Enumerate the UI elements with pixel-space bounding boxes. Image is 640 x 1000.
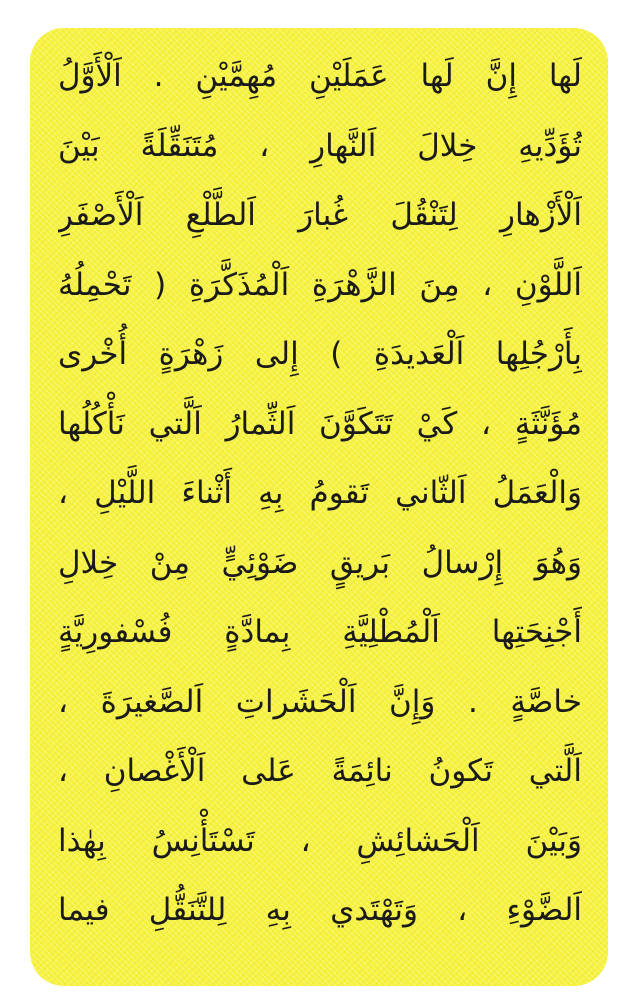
text-line: بِأَرْجُلِها اَلْعَديدَةِ ) إِلى زَهْرَةٍ أُخْرى [58, 336, 582, 372]
text-line: تُؤَدِّيهِ خِلالَ اَلنَّهارِ ، مُتَنَقِّلَةً بَيْنَ [58, 127, 582, 164]
text-line: لَها إِنَّ لَها عَمَلَيْنِ مُهِمَّيْنِ . اَلْأَوَّلُ [58, 58, 582, 94]
text-card [30, 28, 608, 986]
text-line: اَلضَّوْءِ ، وَتَهْتَدي بِهِ لِلتَّنَقُّلِ فيما [58, 892, 582, 928]
text-line: وَهُوَ إِرْسالُ بَريقٍ ضَوْئِيٍّ مِنْ خِلالِ [58, 544, 582, 581]
text-line: خاصَّةٍ . وَإِنَّ اَلْحَشَراتِ اَلصَّغيرَةَ ، [58, 683, 582, 720]
text-line: اَلَّتي تَكونُ نائِمَةً عَلى اَلْأَغْصانِ ، [58, 753, 582, 789]
text-line: اَلْأَزْهارِ لِتَنْقُلَ غُبارَ اَلطَّلْعِ اَلْأَصْفَرِ [58, 197, 582, 233]
text-line: مُؤَنَّثَةٍ ، كَيْ تَتَكَوَّنَ اَلثِّمارُ اَلَّتي نَأْكُلُها [58, 405, 582, 442]
text-line: اَللَّوْنِ ، مِنَ الزَّهْرَةِ اَلْمُذَكَّرَةِ ( تَحْمِلُهُ [58, 266, 582, 303]
arabic-text-block [58, 42, 582, 946]
text-line: أَجْنِحَتِها اَلْمُطْلِيَّةِ بِمادَّةٍ فُسْفورِيَّةٍ [58, 614, 582, 650]
text-line: وَالْعَمَلُ اَلثّاني تَقومُ بِهِ أَثْناءَ اللَّيْلِ ، [58, 475, 582, 511]
text-line: وَبَيْنَ اَلْحَشائِشِ ، تَسْتَأْنِسُ بِهٰذا [58, 822, 582, 859]
